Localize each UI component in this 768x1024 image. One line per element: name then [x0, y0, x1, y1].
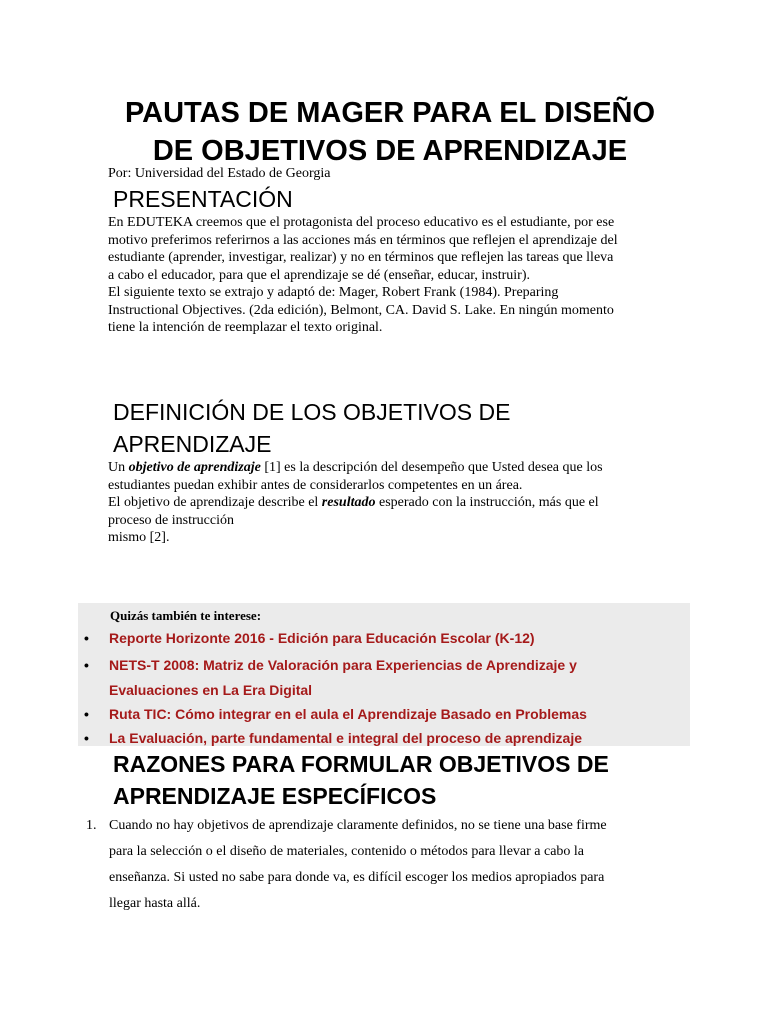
related-link-horizon-report[interactable]: Reporte Horizonte 2016 - Edición para Educación Escolar (K-12)	[109, 630, 535, 646]
bullet: •	[84, 730, 89, 746]
definition-line: proceso de instrucción	[108, 512, 234, 528]
related-item	[78, 702, 690, 727]
reason-number: 1.	[86, 818, 97, 833]
reasons-heading-line-2: APRENDIZAJE ESPECÍFICOS	[113, 783, 437, 809]
definition-text	[108, 459, 668, 547]
reason-line: Cuando no hay objetivos de aprendizaje claramente definidos, no se tiene una base firme	[109, 818, 607, 833]
presentation-line: estudiante (aprender, investigar, realizar) y no en términos que reflejen las tareas que lleva	[108, 250, 614, 265]
related-heading: Quizás también te interese:	[110, 608, 262, 623]
reason-item	[86, 813, 666, 917]
definition-paragraph-2	[108, 494, 668, 512]
presentation-line: tiene la intención de reemplazar el texto original.	[108, 320, 383, 335]
definition-line: mismo [2].	[108, 530, 170, 545]
related-articles-box	[78, 603, 690, 746]
reason-line: llegar hasta allá.	[109, 896, 201, 911]
related-link-ruta-tic[interactable]: Ruta TIC: Cómo integrar en el aula el Aprendizaje Basado en Problemas	[109, 706, 587, 722]
related-item	[78, 653, 690, 703]
presentation-line: motivo preferimos referirnos a las acciones más en términos que reflejen el aprendizaje del	[108, 232, 618, 248]
definition-heading-line-2: APRENDIZAJE	[113, 431, 272, 457]
definition-heading	[113, 396, 510, 460]
reasons-heading-line-1: RAZONES PARA FORMULAR OBJETIVOS DE	[113, 751, 609, 777]
presentation-line: En EDUTEKA creemos que el protagonista del proceso educativo es el estudiante, por ese	[108, 215, 615, 230]
presentation-line: a cabo el educador, para que el aprendizaje se dé (enseñar, educar, instruir).	[108, 267, 530, 283]
definition-heading-line-1: DEFINICIÓN DE LOS OBJETIVOS DE	[113, 399, 511, 425]
bullet: •	[84, 706, 89, 722]
term-learning-objective: objetivo de aprendizaje	[128, 460, 261, 475]
definition-paragraph-1	[108, 459, 668, 477]
reasons-list	[86, 813, 666, 917]
presentation-text	[108, 214, 668, 337]
bullet: •	[84, 630, 89, 646]
reason-line: para la selección o el diseño de materiales, contenido o métodos para llevar a cabo la	[109, 844, 585, 859]
definition-text-prefix: Un	[108, 460, 129, 475]
related-link-evaluacion[interactable]: La Evaluación, parte fundamental e integral del proceso de aprendizaje	[109, 730, 583, 746]
bullet: •	[84, 657, 89, 673]
title-line-2: DE OBJETIVOS DE APRENDIZAJE	[152, 135, 628, 167]
term-result: resultado	[321, 495, 376, 510]
related-link-nets-t-line-1: NETS-T 2008: Matriz de Valoración para Experiencias de Aprendizaje y	[109, 657, 577, 673]
page-title	[100, 94, 680, 170]
presentation-line: Instructional Objectives. (2da edición), Belmont, CA. David S. Lake. En ningún momento	[108, 302, 614, 318]
related-link-nets-t-line-2: Evaluaciones en La Era Digital	[109, 682, 313, 698]
reason-line: enseñanza. Si usted no sabe para donde va, es difícil escoger los medios apropiados para	[109, 870, 605, 885]
presentation-heading: PRESENTACIÓN	[113, 186, 293, 212]
presentation-line: El siguiente texto se extrajo y adaptó de: Mager, Robert Frank (1984). Preparing	[108, 285, 559, 300]
definition-text-prefix: El objetivo de aprendizaje describe el	[108, 495, 322, 510]
related-link-nets-t[interactable]	[109, 653, 690, 703]
byline: Por: Universidad del Estado de Georgia	[108, 166, 331, 181]
definition-line: estudiantes puedan exhibir antes de considerarlos competentes en un área.	[108, 477, 523, 493]
related-item	[78, 626, 690, 651]
definition-text-rest: [1] es la descripción del desempeño que Usted desea que los	[260, 460, 603, 475]
title-line-1: PAUTAS DE MAGER PARA EL DISEÑO	[124, 97, 656, 129]
reasons-heading	[113, 748, 609, 812]
definition-text-rest: esperado con la instrucción, más que el	[375, 495, 599, 510]
